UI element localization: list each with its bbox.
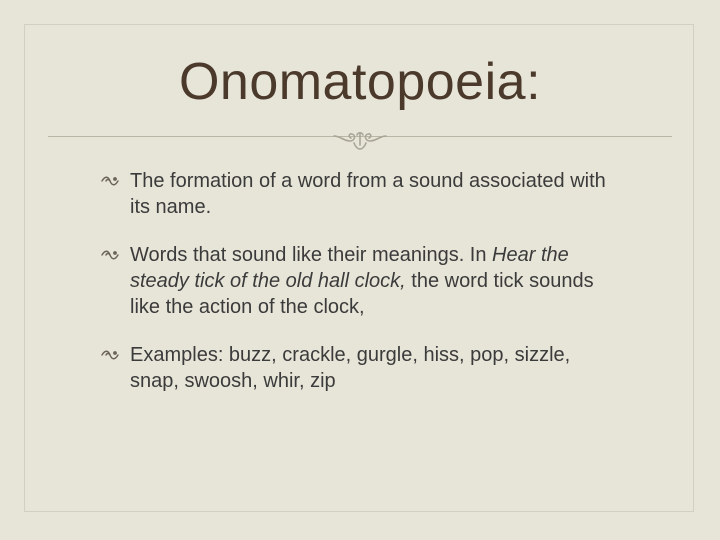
bullet-text-after: the word tick sounds like the action of the clock, (130, 270, 594, 318)
flourish-ornament-icon (330, 127, 390, 153)
fleuron-bullet-icon (100, 248, 120, 262)
bullet-item (100, 342, 620, 394)
fleuron-bullet-icon (100, 348, 120, 362)
bullet-text-before: Words that sound like their meanings. In (130, 244, 493, 266)
title-divider (48, 127, 672, 155)
bullet-text-example-sentence: Hear the steady tick of the old hall clock, (130, 244, 569, 292)
bullet-item (100, 168, 620, 220)
bullet-text: The formation of a word from a sound associated with its name. (130, 170, 606, 218)
slide-title: Onomatopoeia: (178, 53, 542, 111)
fleuron-bullet-icon (100, 174, 120, 188)
bullet-list (100, 168, 620, 416)
bullet-text: Examples: buzz, crackle, gurgle, hiss, pop, sizzle, snap, swoosh, whir, zip (130, 344, 571, 392)
bullet-item (100, 242, 620, 320)
